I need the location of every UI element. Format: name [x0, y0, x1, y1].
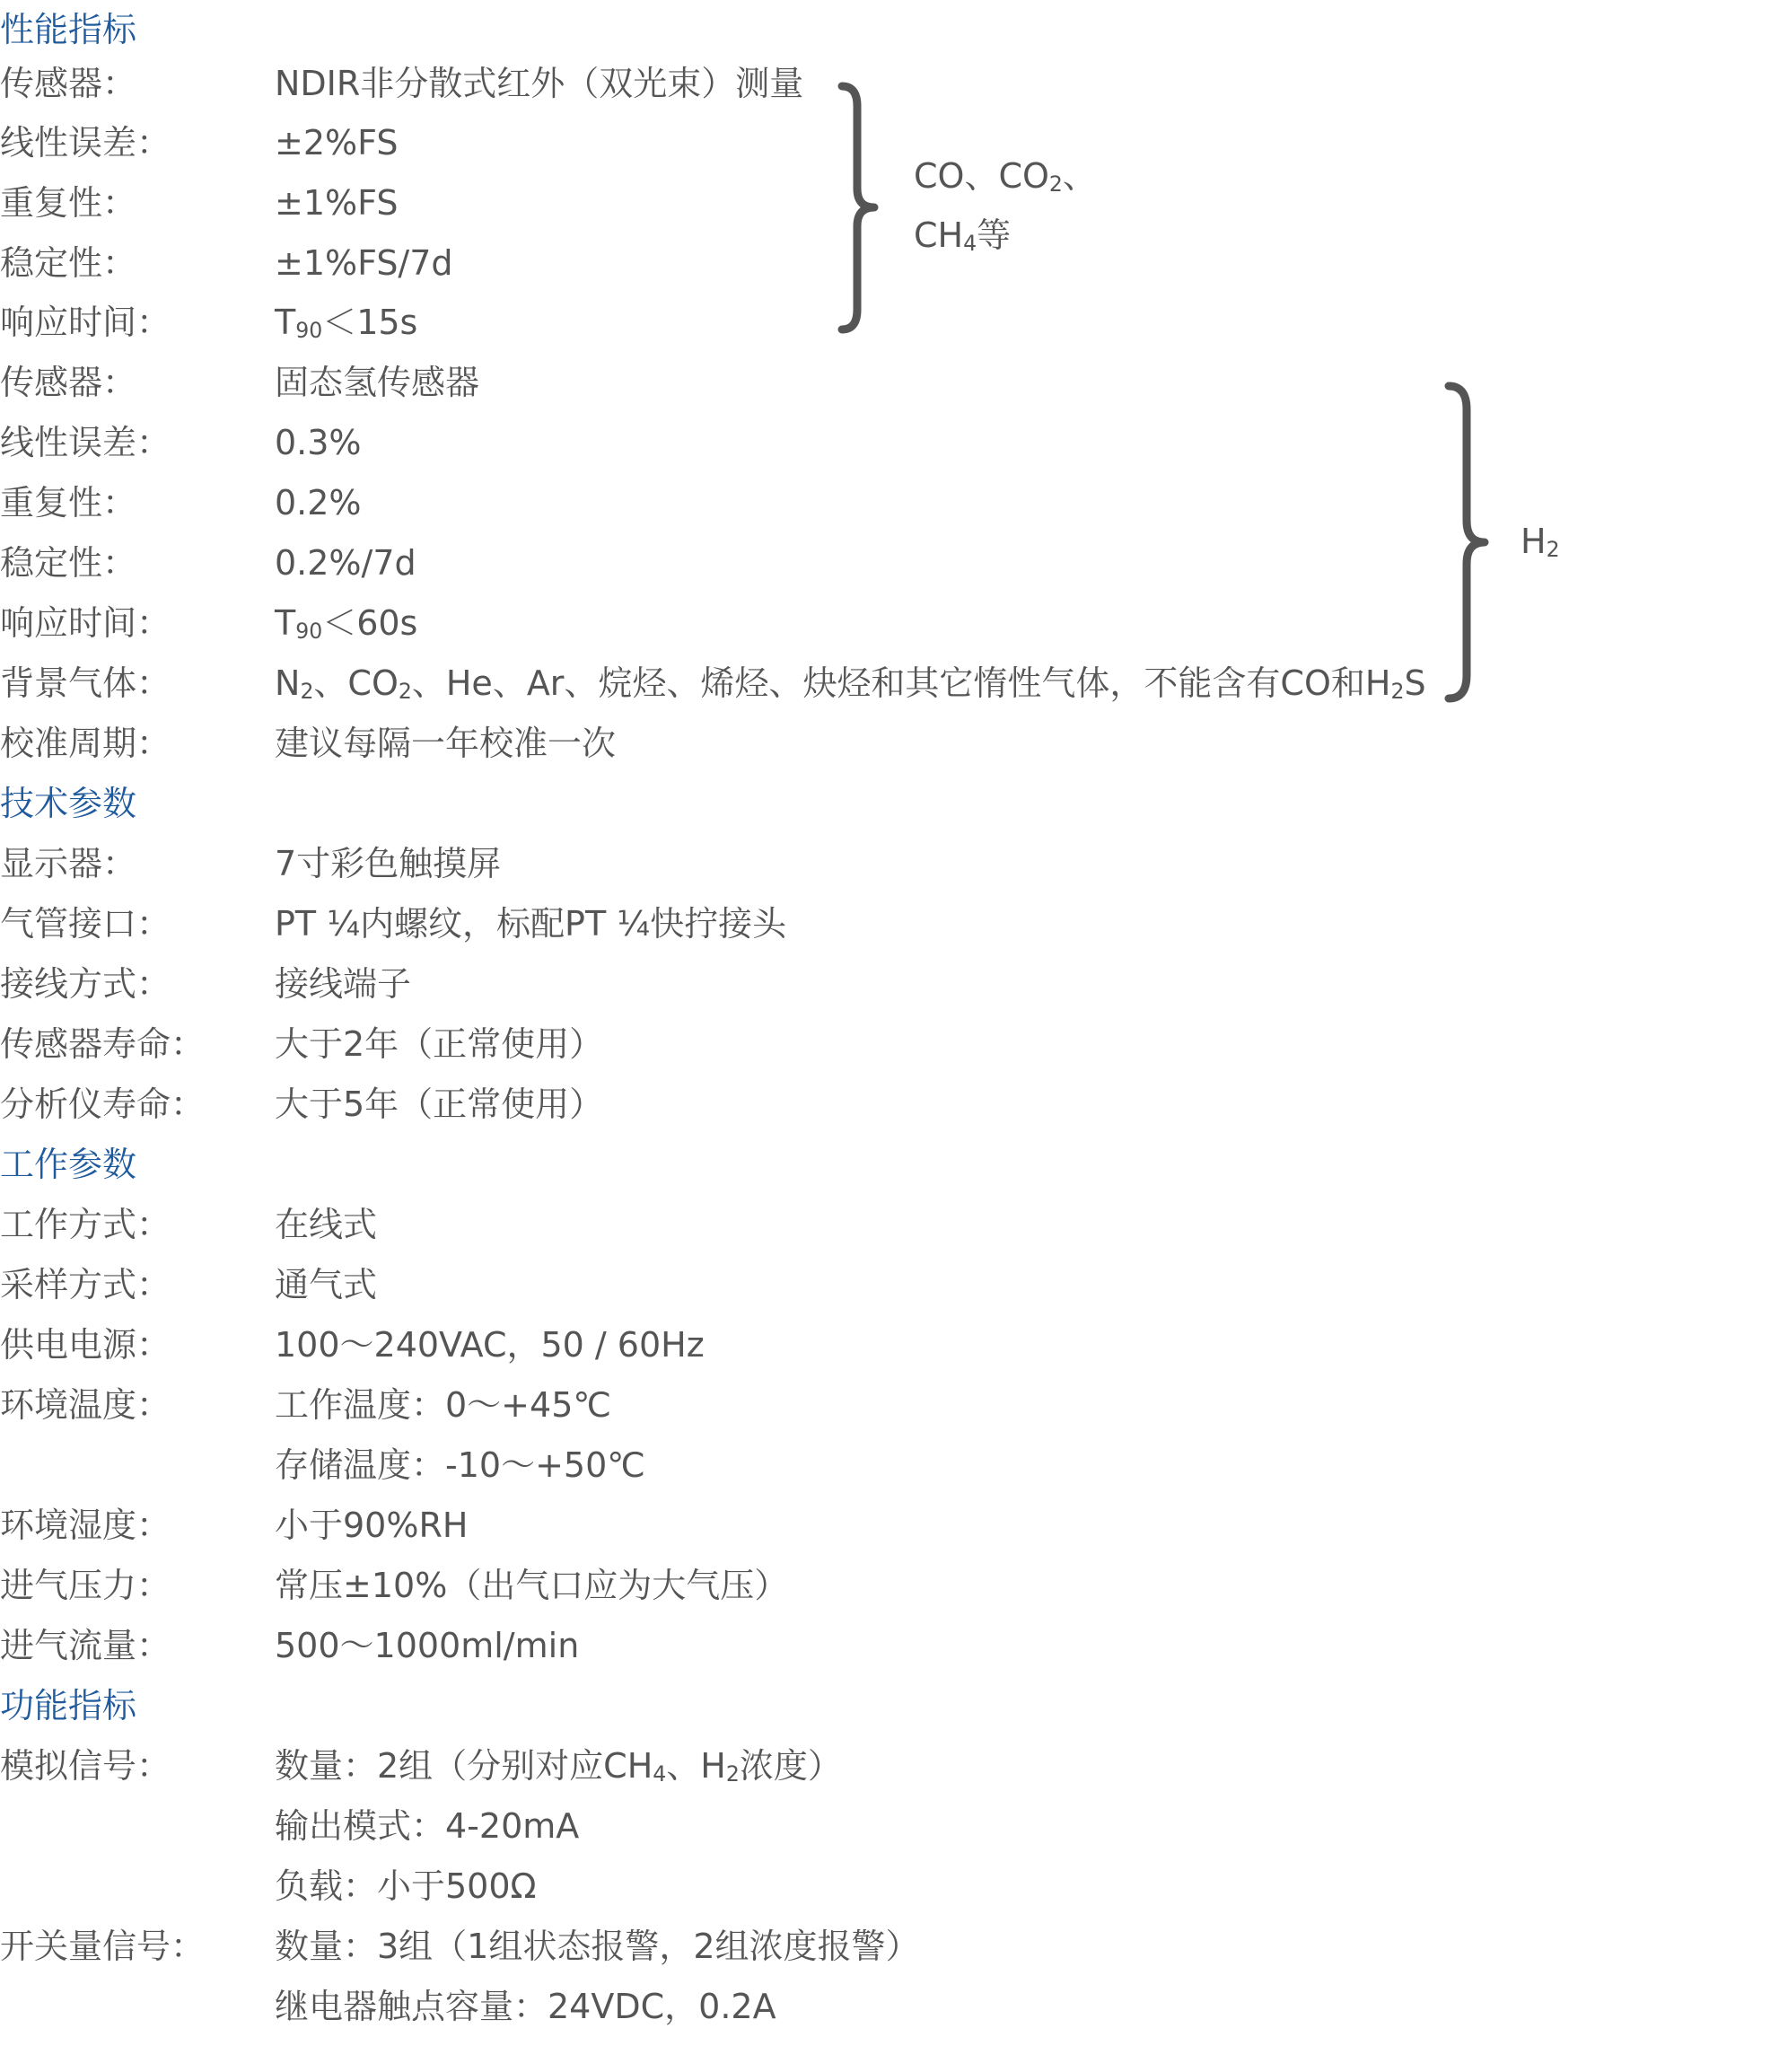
- spec-value: 常压±10%（出气口应为大气压）: [275, 1566, 789, 1605]
- right-curly-brace-icon: [1442, 381, 1492, 704]
- spec-label: 传感器：: [0, 363, 137, 402]
- spec-value: 数量：2组（分别对应$CH_4$、$H_2$浓度）: [275, 1746, 842, 1787]
- spec-value: 数量：3组（1组状态报警，2组浓度报警）: [275, 1927, 920, 1966]
- spec-value: 7寸彩色触摸屏: [275, 844, 502, 883]
- spec-label: 气管接口：: [0, 904, 171, 944]
- spec-value: ±1%FS: [275, 183, 399, 223]
- spec-value: ±1%FS/7d: [275, 243, 453, 283]
- gas-group-label-h2: $H_2$: [1521, 522, 1560, 563]
- spec-value: 继电器触点容量：24VDC，0.2A: [275, 1987, 776, 2026]
- spec-value: 接线端子: [275, 964, 412, 1004]
- spec-label: 重复性：: [0, 483, 137, 522]
- spec-value: $N_2$、$CO_2$、He、Ar、烷烃、烯烃、炔烃和其它惰性气体，不能含有CO和$H_2S$: [275, 663, 1426, 705]
- spec-label: 背景气体：: [0, 663, 171, 703]
- spec-value: PT ¼内螺纹，标配PT ¼快拧接头: [275, 904, 787, 944]
- spec-label: 进气压力：: [0, 1566, 171, 1605]
- right-curly-brace-icon: [835, 81, 880, 335]
- spec-label: 线性误差：: [0, 423, 171, 462]
- spec-value: 大于5年（正常使用）: [275, 1084, 604, 1124]
- spec-label: 环境湿度：: [0, 1506, 171, 1545]
- spec-value: $T_{90}<60s$: [275, 603, 418, 645]
- spec-label: 校准周期：: [0, 724, 171, 763]
- spec-label: 响应时间：: [0, 303, 171, 342]
- spec-label: 稳定性：: [0, 543, 137, 583]
- spec-label: 工作方式：: [0, 1205, 171, 1244]
- spec-value: 固态氢传感器: [275, 363, 480, 402]
- spec-value: 建议每隔一年校准一次: [275, 724, 617, 763]
- spec-label: 传感器：: [0, 64, 137, 103]
- spec-value: ±2%FS: [275, 123, 399, 162]
- spec-value: NDIR非分散式红外（双光束）测量: [275, 64, 804, 103]
- spec-label: 环境温度：: [0, 1385, 171, 1425]
- spec-label: 模拟信号：: [0, 1746, 171, 1786]
- spec-label: 稳定性：: [0, 243, 137, 283]
- spec-value: 负载：小于500Ω: [275, 1866, 537, 1906]
- spec-value: 输出模式：4-20mA: [275, 1806, 580, 1846]
- spec-label: 开关量信号：: [0, 1927, 206, 1966]
- spec-value: 500～1000ml/min: [275, 1626, 580, 1665]
- spec-value: 0.3%: [275, 423, 362, 462]
- spec-label: 线性误差：: [0, 123, 171, 162]
- spec-label: 供电电源：: [0, 1325, 171, 1365]
- spec-label: 采样方式：: [0, 1265, 171, 1304]
- spec-label: 分析仪寿命：: [0, 1084, 206, 1124]
- spec-label: 响应时间：: [0, 603, 171, 643]
- gas-group-label-co-co2-ch4: CO、$CO_2$、 $CH_4$等: [914, 156, 1097, 257]
- spec-value: $T_{90}<15s$: [275, 303, 418, 344]
- spec-value: 0.2%: [275, 483, 362, 522]
- spec-value: 100～240VAC，50 / 60Hz: [275, 1325, 705, 1365]
- spec-value: 0.2%/7d: [275, 543, 416, 583]
- spec-label: 传感器寿命：: [0, 1024, 206, 1064]
- spec-value: 工作温度：0～+45℃: [275, 1385, 612, 1425]
- spec-value: 存储温度：-10～+50℃: [275, 1445, 645, 1485]
- spec-value: 在线式: [275, 1205, 378, 1244]
- spec-value: 小于90%RH: [275, 1506, 469, 1545]
- spec-label: 进气流量：: [0, 1626, 171, 1665]
- spec-value: 通气式: [275, 1265, 378, 1304]
- spec-value: 大于2年（正常使用）: [275, 1024, 604, 1064]
- spec-label: 重复性：: [0, 183, 137, 223]
- spec-label: 显示器：: [0, 844, 137, 883]
- spec-label: 接线方式：: [0, 964, 171, 1004]
